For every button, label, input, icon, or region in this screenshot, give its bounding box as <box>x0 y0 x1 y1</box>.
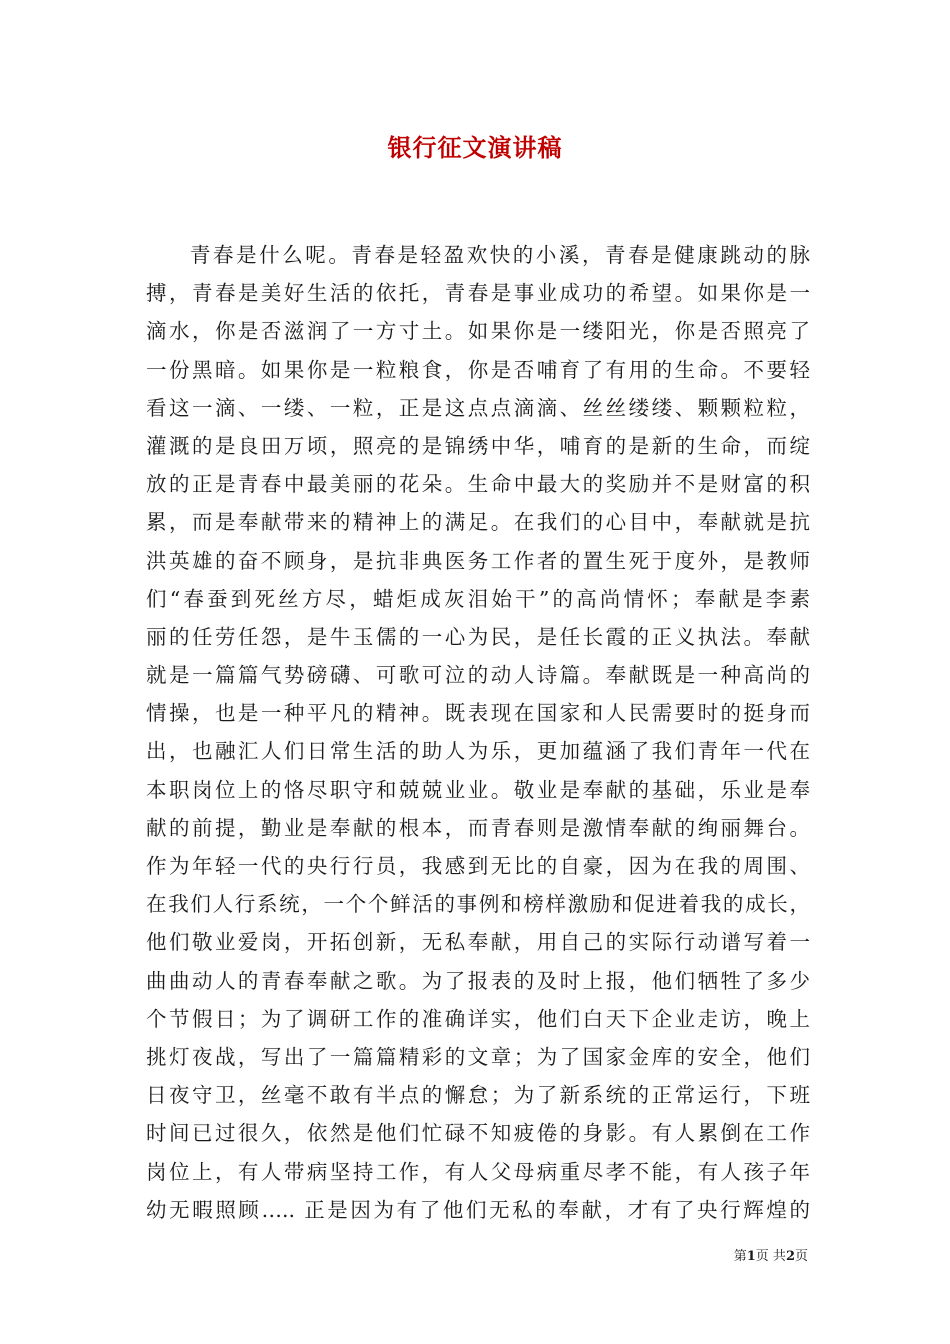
text-line: 献的前提，勤业是奉献的根本，而青春则是激情奉献的绚丽舞台。 <box>146 815 810 840</box>
text-line: 幼无暇照顾….. 正是因为有了他们无私的奉献，才有了央行辉煌的 <box>146 1197 810 1222</box>
current-page-number: 1 <box>746 1249 756 1264</box>
text-line: 曲曲动人的青春奉献之歌。为了报表的及时上报，他们牺牲了多少 <box>146 968 810 993</box>
text-line: 一份黑暗。如果你是一粒粮食，你是否哺育了有用的生命。不要轻 <box>146 357 810 382</box>
text-line: 情操，也是一种平凡的精神。既表现在国家和人民需要时的挺身而 <box>146 701 810 726</box>
text-line: 日夜守卫，丝毫不敢有半点的懈怠；为了新系统的正常运行，下班 <box>146 1083 810 1108</box>
text-line: 他们敬业爱岗，开拓创新，无私奉献，用自己的实际行动谱写着一 <box>146 930 810 955</box>
text-line: 本职岗位上的恪尽职守和兢兢业业。敬业是奉献的基础，乐业是奉 <box>146 777 810 802</box>
body-paragraph <box>146 236 810 1229</box>
text-line: 时间已过很久，依然是他们忙碌不知疲倦的身影。有人累倒在工作 <box>146 1121 810 1146</box>
footer-middle: 页 共 <box>755 1249 786 1264</box>
document-title: 银行征文演讲稿 <box>387 134 563 162</box>
page-footer <box>734 1248 808 1266</box>
text-line: 丽的任劳任怨，是牛玉儒的一心为民，是任长霞的正义执法。奉献 <box>146 624 810 649</box>
text-line: 洪英雄的奋不顾身，是抗非典医务工作者的置生死于度外，是教师 <box>146 548 810 573</box>
text-line: 就是一篇篇气势磅礴、可歌可泣的动人诗篇。奉献既是一种高尚的 <box>146 663 810 688</box>
text-line: 累，而是奉献带来的精神上的满足。在我们的心目中，奉献就是抗 <box>146 510 810 535</box>
text-line: 在我们人行系统，一个个鲜活的事例和榜样激励和促进着我的成长， <box>146 892 810 917</box>
footer-suffix: 页 <box>794 1249 808 1264</box>
text-line: 出，也融汇人们日常生活的助人为乐，更加蕴涵了我们青年一代在 <box>146 739 810 764</box>
text-line: 挑灯夜战，写出了一篇篇精彩的文章；为了国家金库的安全，他们 <box>146 1044 810 1069</box>
text-line: 们“春蚕到死丝方尽，蜡炬成灰泪始干”的高尚情怀；奉献是李素 <box>146 586 810 611</box>
total-page-count: 2 <box>785 1249 795 1264</box>
text-line: 看这一滴、一缕、一粒，正是这点点滴滴、丝丝缕缕、颗颗粒粒， <box>146 395 810 420</box>
text-line: 搏，青春是美好生活的依托，青春是事业成功的希望。如果你是一 <box>146 281 810 306</box>
footer-prefix: 第 <box>733 1249 747 1264</box>
text-line: 个节假日；为了调研工作的准确详实，他们白天下企业走访，晚上 <box>146 1006 810 1031</box>
text-line: 放的正是青春中最美丽的花朵。生命中最大的奖励并不是财富的积 <box>146 472 810 497</box>
text-line: 滴水，你是否滋润了一方寸土。如果你是一缕阳光，你是否照亮了 <box>146 319 810 344</box>
text-line: 岗位上，有人带病坚持工作，有人父母病重尽孝不能，有人孩子年 <box>146 1159 810 1184</box>
text-line: 灌溉的是良田万顷，照亮的是锦绣中华，哺育的是新的生命，而绽 <box>146 433 810 458</box>
text-line: 青春是什么呢。青春是轻盈欢快的小溪，青春是健康跳动的脉 <box>190 243 810 267</box>
text-line: 作为年轻一代的央行行员，我感到无比的自豪，因为在我的周围、 <box>146 854 810 878</box>
